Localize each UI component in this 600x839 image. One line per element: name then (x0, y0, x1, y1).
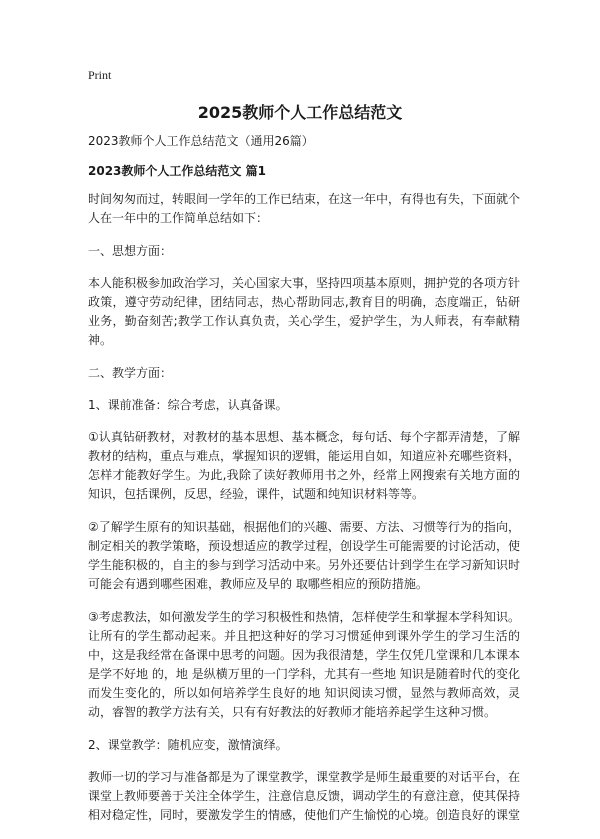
document-body (88, 132, 520, 839)
print-link[interactable]: Print (88, 68, 112, 82)
heading-thought: 一、思想方面： (88, 244, 173, 258)
heading-classroom: 2、课堂教学：随机应变，激情演绎。 (88, 738, 288, 752)
paragraph-point-1: ①认真钻研教材，对教材的基本思想、基本概念，每句话、每个字都弄清楚，了解教材的结构，重点与难点，掌握知识的逻辑，能运用自如，知道应补充哪些资料，怎样才能教好学生。为此,我除了读好教师用书之外，经常上网搜索有关地方面的知识，包括课例，反思，经验，课件，试题和纯知识材料等等。 (88, 430, 521, 501)
document-subtitle: 2023教师个人工作总结范文（通用26篇） (88, 134, 314, 148)
heading-teaching: 二、教学方面： (88, 366, 173, 380)
section-heading: 2023教师个人工作总结范文 篇1 (88, 164, 266, 178)
paragraph-intro: 时间匆匆而过，转眼间一学年的工作已结束，在这一年中，有得也有失，下面就个人在一年中的工作简单总结如下： (88, 192, 521, 225)
document-title: 2025教师个人工作总结范文 (197, 103, 403, 122)
heading-preparation: 1、课前准备：综合考虑，认真备课。 (88, 398, 288, 412)
paragraph-thought: 本人能积极参加政治学习，关心国家大事，坚持四项基本原则，拥护党的各项方针政策，遵守劳动纪律，团结同志，热心帮助同志,教育目的明确，态度端正，钻研业务，勤奋刻苦;教学工作认真负责，关心学生，爱护学生，为人师表，有奉献精神。 (88, 276, 521, 347)
paragraph-point-2: ②了解学生原有的知识基础，根据他们的兴趣、需要、方法、习惯等行为的指向，制定相关的教学策略，预设想适应的教学过程，创设学生可能需要的讨论活动，使学生能积极的，自主的参与到学习活动中来。另外还要估计到学生在学习新知识时可能会有遇到哪些困难，教师应及早的 取哪些相应的预防措施。 (88, 520, 521, 591)
paragraph-point-3: ③考虑教法，如何激发学生的学习积极性和热情，怎样使学生和掌握本学科知识。让所有的学生都动起来。并且把这种好的学习习惯延伸到课外学生的学习生活的中，这是我经常在备课中思考的问题。因为我很清楚，学生仅凭几堂课和几本课本是学不好地 的，地 是纵横万里的一门学科，尤其有一些地 知识是随着时代的变化而发生变化的，所以如何培养学生良好的地 知识阅读习惯，显然与教师高效，灵动，睿智的教学方法有关，只有有好教法的好教师才能培养起学生这种习惯。 (88, 610, 521, 719)
paragraph-classroom: 教师一切的学习与准备都是为了课堂教学，课堂教学是师生最重要的对话平台，在课堂上教师要善于关注全体学生，注意信息反馈，调动学生的有意注意，使其保持相对稳定性，同时，要激发学生的情感，使他们产生愉悦的心境。创造良好的课堂 (88, 770, 521, 822)
